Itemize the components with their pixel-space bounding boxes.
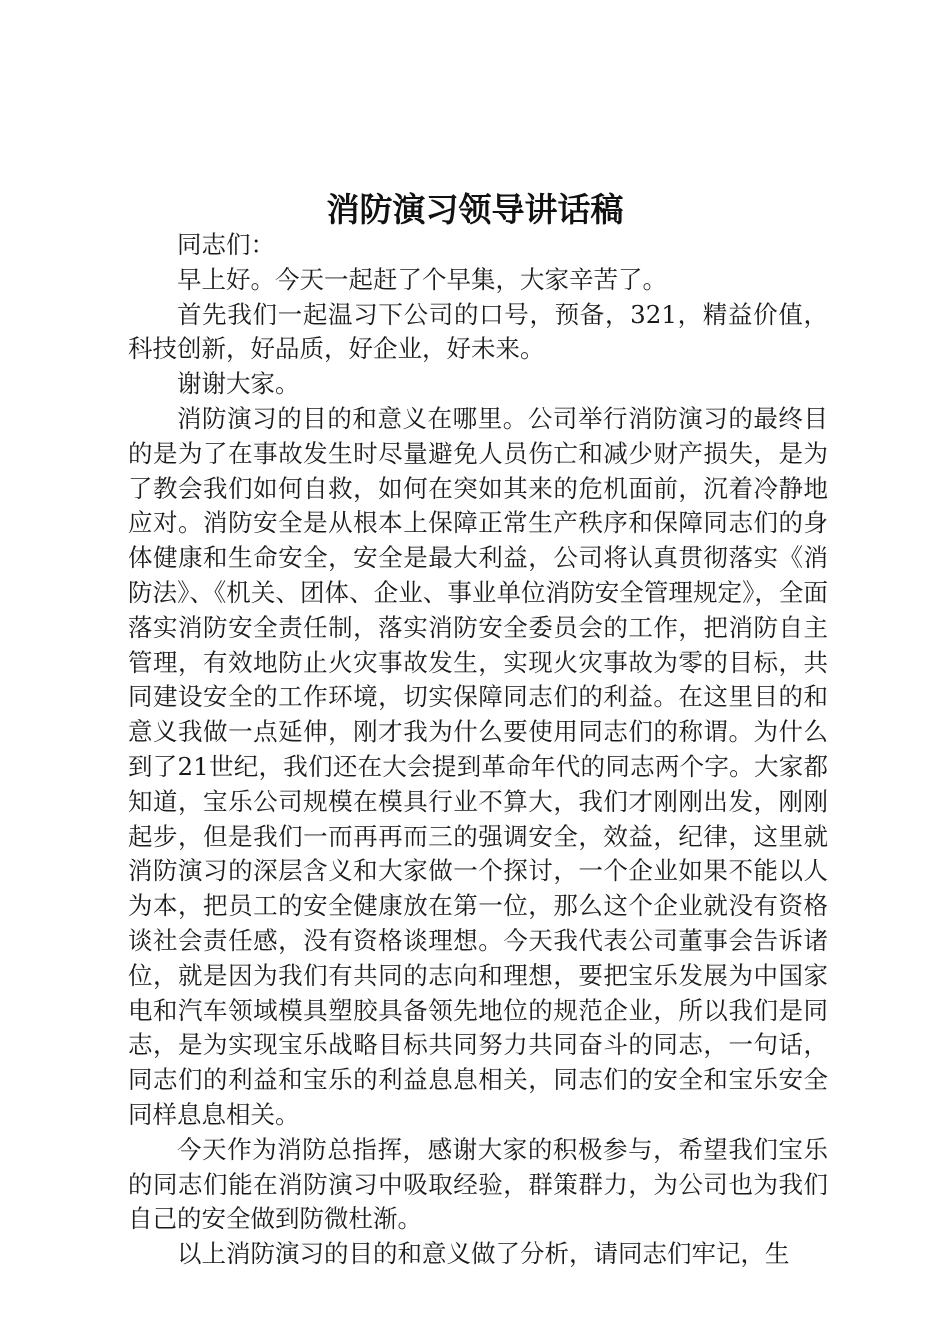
paragraph-purpose: 消防演习的目的和意义在哪里。公司举行消防演习的最终目的是为了在事故发生时尽量避免人员伤亡和减少财产损失，是为了教会我们如何自救，如何在突如其来的危机面前，沉着冷静地应对。消防安全是从根本上保障正常生产秩序和保障同志们的身体健康和生命安全，安全是最大利益，公司将认真贯彻落实《消防法》、《机关、团体、企业、事业单位消防安全管理规定》，全面落实消防安全责任制，落实消防安全委员会的工作，把消防自主管理，有效地防止火灾事故发生，实现火灾事故为零的目标，共同建设安全的工作环境，切实保障同志们的利益。在这里目的和意义我做一点延伸，刚才我为什么要使用同志们的称谓。为什么到了21世纪，我们还在大会提到革命年代的同志两个字。大家都知道，宝乐公司规模在模具行业不算大，我们才刚刚出发，刚刚起步，但是我们一而再再而三的强调安全，效益，纪律，这里就消防演习的深层含义和大家做一个探讨，一个企业如果不能以人为本，把员工的安全健康放在第一位，那么这个企业就没有资格谈社会责任感，没有资格谈理想。今天我代表公司董事会告诉诸位，就是因为我们有共同的志向和理想，要把宝乐发展为中国家电和汽车领域模具塑胶具备领先地位的规范企业，所以我们是同志，是为实现宝乐战略目标共同努力共同奋斗的同志，一句话，同志们的利益和宝乐的利益息息相关，同志们的安全和宝乐安全同样息息相关。 <box>128 403 828 1129</box>
paragraph-greeting: 同志们： <box>177 230 275 259</box>
document-body <box>128 228 828 1272</box>
paragraph-slogan: 首先我们一起温习下公司的口号，预备，321，精益价值，科技创新，好品质，好企业，好未来。 <box>128 299 828 364</box>
paragraph-commander: 今天作为消防总指挥，感谢大家的积极参与，希望我们宝乐的同志们能在消防演习中吸取经验，群策群力，为公司也为我们自己的安全做到防微杜渐。 <box>128 1134 828 1234</box>
paragraph-morning: 早上好。今天一起赶了个早集，大家辛苦了。 <box>177 264 667 294</box>
document-title: 消防演习领导讲话稿 <box>326 190 624 229</box>
paragraph-summary: 以上消防演习的目的和意义做了分析，请同志们牢记，生 <box>177 1239 790 1269</box>
paragraph-thanks: 谢谢大家。 <box>177 369 300 399</box>
